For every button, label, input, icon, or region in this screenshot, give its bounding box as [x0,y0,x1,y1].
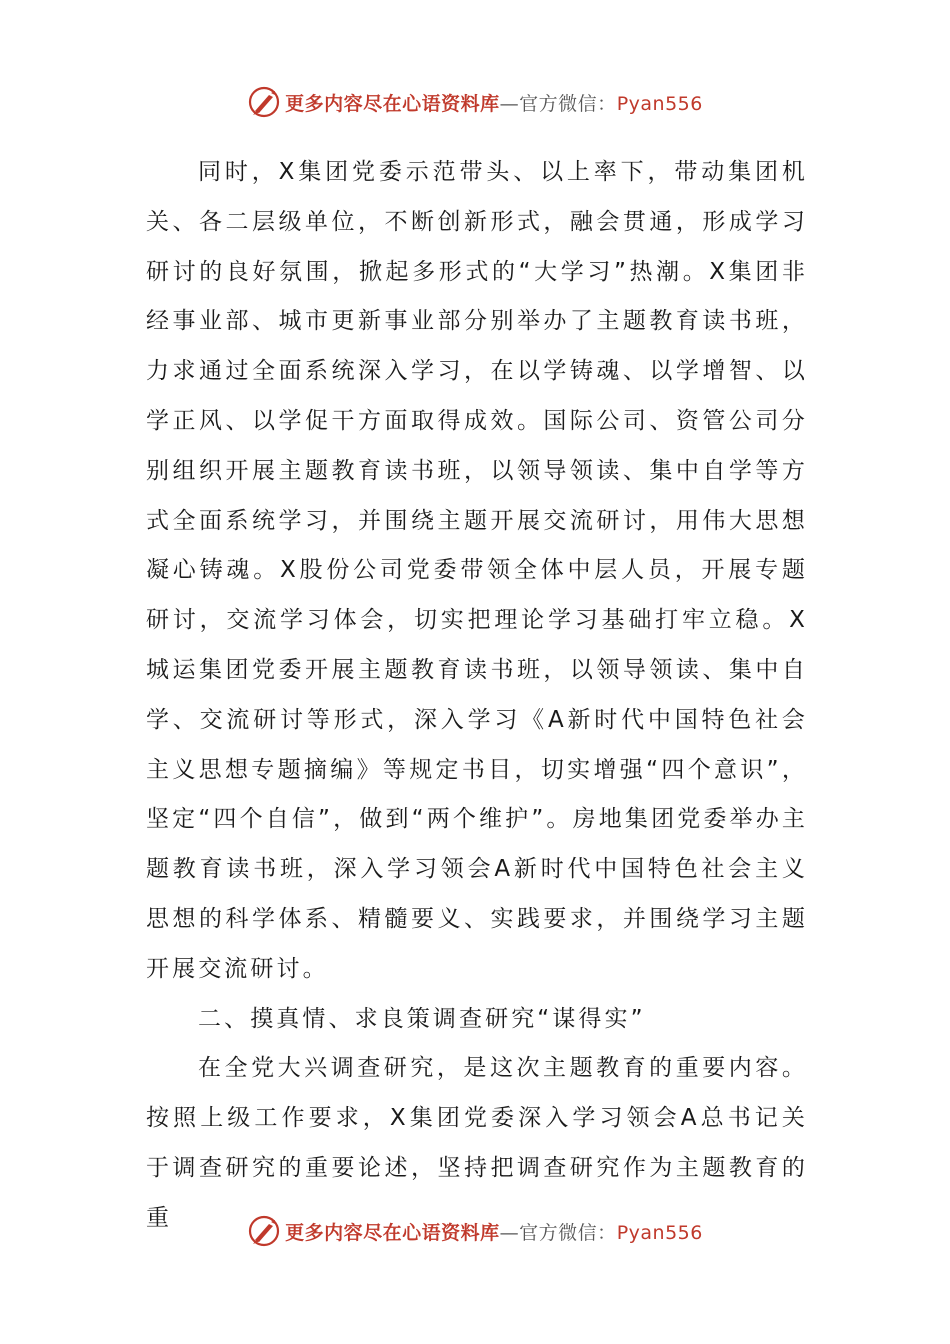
watermark-contact-label: 官方微信： [519,1221,617,1244]
watermark-main-text: 更多内容尽在心语资料库 [285,1221,500,1244]
pen-logo-icon [247,1214,281,1248]
section-heading: 二、摸真情、求良策调查研究“谋得实” [198,1005,646,1032]
footer-watermark [0,1211,950,1251]
document-body [146,148,808,1244]
header-watermark [0,82,950,122]
watermark-separator: — [499,1221,520,1244]
watermark-contact-id: Pyan556 [616,92,703,115]
watermark-contact-label: 官方微信： [519,92,617,115]
paragraph-1: 同时，X集团党委示范带头、以上率下，带动集团机关、各二层级单位，不断创新形式，融会贯通，形成学习研讨的良好氛围，掀起多形式的“大学习”热潮。X集团非经事业部、城市更新事业部分别举办了主题教育读书班，力求通过全面系统深入学习，在以学铸魂、以学增智、以学正风、以学促干方面取得成效。国际公司、资管公司分别组织开展主题教育读书班，以领导领读、集中自学等方式全面系统学习，并围绕主题开展交流研讨，用伟大思想凝心铸魂。X股份公司党委带领全体中层人员，开展专题研讨，交流学习体会，切实把理论学习基础打牢立稳。X城运集团党委开展主题教育读书班，以领导领读、集中自学、交流研讨等形式，深入学习《A新时代中国特色社会主义思想专题摘编》等规定书目，切实增强“四个意识”，坚定“四个自信”，做到“两个维护”。房地集团党委举办主题教育读书班，深入学习领会A新时代中国特色社会主义思想的科学体系、精髓要义、实践要求，并围绕学习主题开展交流研讨。 [146,159,808,982]
watermark-main-text: 更多内容尽在心语资料库 [285,92,500,115]
watermark-separator: — [499,92,520,115]
paragraph-2: 在全党大兴调查研究，是这次主题教育的重要内容。按照上级工作要求，X集团党委深入学习领会A总书记关于调查研究的重要论述，坚持把调查研究作为主题教育的重 [146,1055,808,1231]
pen-logo-icon [247,85,281,119]
watermark-contact-id: Pyan556 [616,1221,703,1244]
